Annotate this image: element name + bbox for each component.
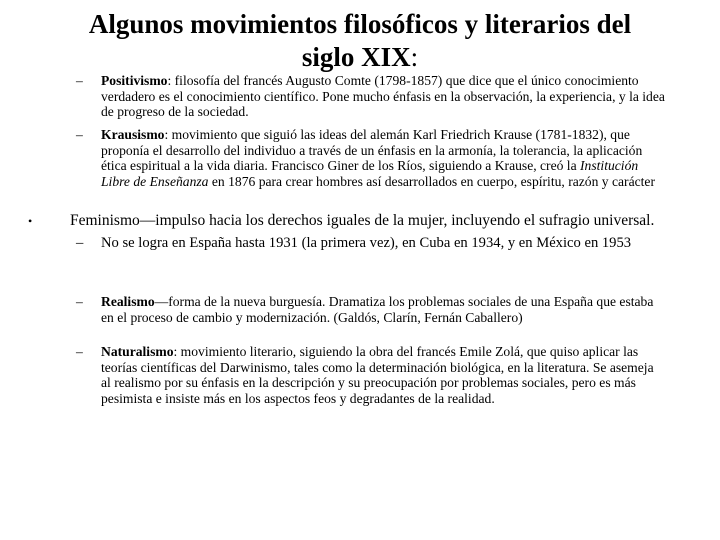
item-feminismo-sub xyxy=(76,233,666,253)
krausismo-text: Krausismo: movimiento que siguió las ideas del alemán Karl Friedrich Krause (1781-1832), que proponía el desarrollo del individuo a través de un énfasis en la armonía, la tolerancia, la aplicación ética espiritual a la vida diaria. Francisco Giner de los Ríos, siguiendo a Krause, creó la Institución Libre de Enseñanza en 1876 para crear hombres así desarrollados en cuerpo, espíritu, razón y carácter xyxy=(101,127,655,189)
realismo-term: Realismo xyxy=(101,294,155,309)
dash-marker: – xyxy=(76,344,83,359)
institucion-title: Institución Libre de Enseñanza xyxy=(101,158,639,189)
feminismo-text: Feminismo—impulso hacia los derechos iguales de la mujer, incluyendo el sufragio universal. xyxy=(70,212,655,229)
krausismo-term: Krausismo xyxy=(101,127,165,142)
realismo-text: Realismo—forma de la nueva burguesía. Dramatiza los problemas sociales de una España que estaba en el proceso de cambio y modernización. (Galdós, Clarín, Fernán Caballero) xyxy=(101,294,654,325)
dash-marker: – xyxy=(76,235,84,251)
item-positivismo xyxy=(76,73,666,120)
positivismo-term: Positivismo xyxy=(101,73,168,88)
dash-marker: – xyxy=(76,127,83,142)
dash-marker: – xyxy=(76,73,83,88)
feminismo-sub-text: No se logra en España hasta 1931 (la primera vez), en Cuba en 1934, y en México en 1953 xyxy=(101,235,632,251)
positivismo-text: Positivismo: filosofía del francés Augusto Comte (1798-1857) que dice que el único conocimiento verdadero es el conocimiento científico. Pone mucho énfasis en la observación, la experiencia, y la idea de progreso de la sociedad. xyxy=(101,73,665,120)
naturalismo-term: Naturalismo xyxy=(101,344,174,359)
title-line-1: Algunos movimientos filosóficos y literarios del xyxy=(88,9,632,39)
title-line-2: siglo XIX: xyxy=(301,42,419,72)
naturalismo-text: Naturalismo: movimiento literario, siguiendo la obra del francés Emile Zolá, que quiso aplicar las teorías científicas del Darwinismo, tales como la determinación biológica, en la literatura. Se asemeja al realismo por su énfasis en la descripción y su preocupación por problemas sociales, pero es más pesimista e insiste más en los aspectos feos y degradantes de la realidad. xyxy=(101,344,654,406)
dash-marker: – xyxy=(76,294,83,309)
item-naturalismo xyxy=(76,344,666,406)
item-feminismo xyxy=(28,211,688,231)
item-realismo xyxy=(76,294,666,325)
bullet-marker: • xyxy=(28,214,33,228)
item-krausismo xyxy=(76,127,666,189)
slide-title xyxy=(60,8,660,74)
